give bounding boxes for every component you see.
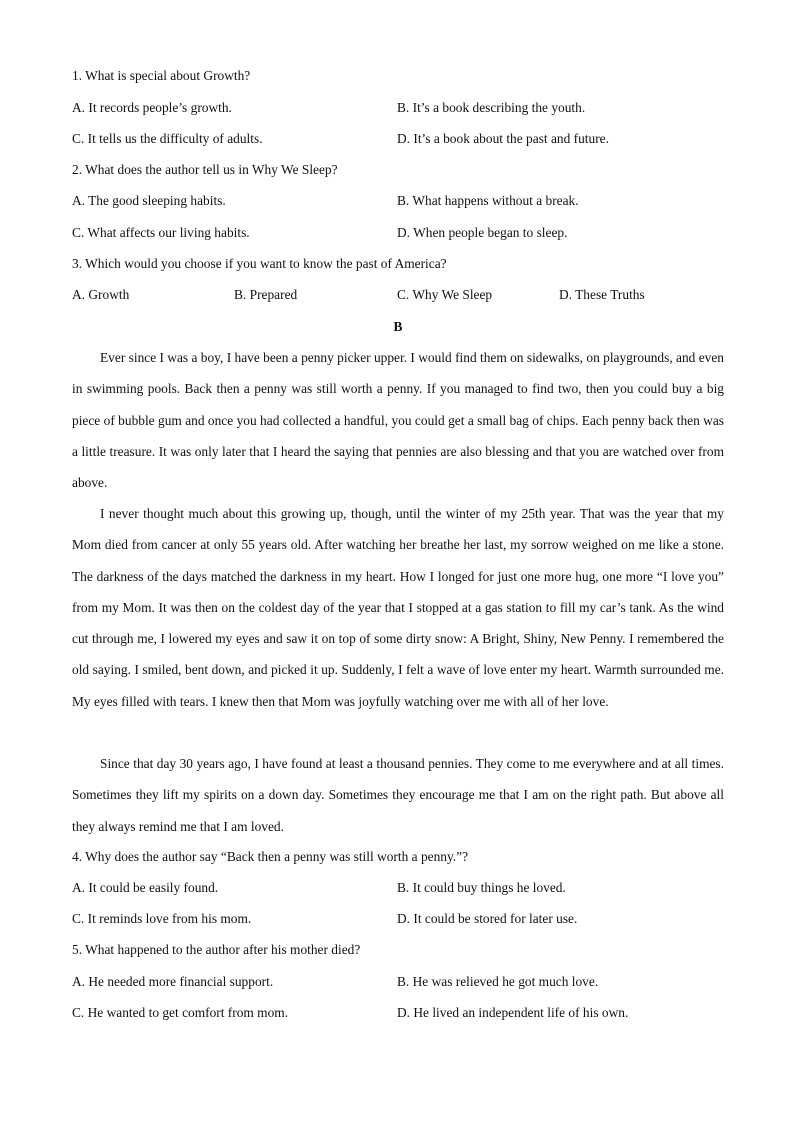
question-4-option-d: D. It could be stored for later use. (397, 911, 578, 926)
question-1-option-c: C. It tells us the difficulty of adults. (72, 131, 263, 146)
question-5-stem: 5. What happened to the author after his mother died? (72, 942, 361, 957)
question-1-option-a: A. It records people’s growth. (72, 100, 232, 115)
question-4-option-b: B. It could buy things he loved. (397, 880, 566, 895)
question-5-option-c: C. He wanted to get comfort from mom. (72, 1005, 289, 1020)
question-1-option-d: D. It’s a book about the past and future. (397, 131, 609, 146)
question-1-option-b: B. It’s a book describing the youth. (397, 100, 586, 115)
question-4-option-a: A. It could be easily found. (72, 880, 219, 895)
question-3-option-a: A. Growth (72, 287, 130, 302)
question-3-stem: 3. Which would you choose if you want to know the past of America? (72, 256, 447, 271)
passage-paragraph-2: I never thought much about this growing up, though, until the winter of my 25th year. That was the year that my Mom died from cancer at only 55 years old. After watching her breathe her last, my sorrow weighed on me like a stone. The darkness of the days matched the darkness in my heart. How I longed for just one more hug, one more “I love you” from my Mom. It was then on the coldest day of the year that I stopped at a gas station to fill my car’s tank. As the wind cut through me, I lowered my eyes and saw it on top of some dirty snow: A Bright, Shiny, New Penny. I remembered the old saying. I smiled, bent down, and picked it up. Suddenly, I felt a wave of love enter my heart. Warmth surrounded me. My eyes filled with tears. I knew then that Mom was joyfully watching over me with all of her love. (72, 506, 724, 709)
question-4-stem: 4. Why does the author say “Back then a penny was still worth a penny.”? (72, 849, 469, 864)
question-4-option-c: C. It reminds love from his mom. (72, 911, 252, 926)
question-2-stem: 2. What does the author tell us in Why We Sleep? (72, 162, 338, 177)
question-3-option-c: C. Why We Sleep (397, 287, 493, 302)
question-2-option-d: D. When people began to sleep. (397, 225, 568, 240)
question-2-option-b: B. What happens without a break. (397, 193, 579, 208)
question-3-option-b: B. Prepared (234, 287, 298, 302)
question-2-option-c: C. What affects our living habits. (72, 225, 250, 240)
section-heading: B (393, 319, 403, 334)
passage-paragraph-3: Since that day 30 years ago, I have found at least a thousand pennies. They come to me everywhere and at all times. Sometimes they lift my spirits on a down day. Sometimes they encourage me that I am on the right path. But above all they always remind me that I am loved. (72, 756, 724, 834)
question-3-option-d: D. These Truths (559, 287, 645, 302)
passage-paragraph-1: Ever since I was a boy, I have been a penny picker upper. I would find them on sidewalks, on playgrounds, and even in swimming pools. Back then a penny was still worth a penny. If you managed to find two, then you could buy a big piece of bubble gum and once you had collected a handful, you could get a small bag of chips. Each penny back then was a little treasure. It was only later that I heard the saying that pennies are also blessing and that you are watched over from above. (72, 350, 724, 491)
question-5-option-d: D. He lived an independent life of his own. (397, 1005, 629, 1020)
question-1-stem: 1. What is special about Growth? (72, 68, 251, 83)
question-2-option-a: A. The good sleeping habits. (72, 193, 226, 208)
question-5-option-b: B. He was relieved he got much love. (397, 974, 599, 989)
question-5-option-a: A. He needed more financial support. (72, 974, 274, 989)
